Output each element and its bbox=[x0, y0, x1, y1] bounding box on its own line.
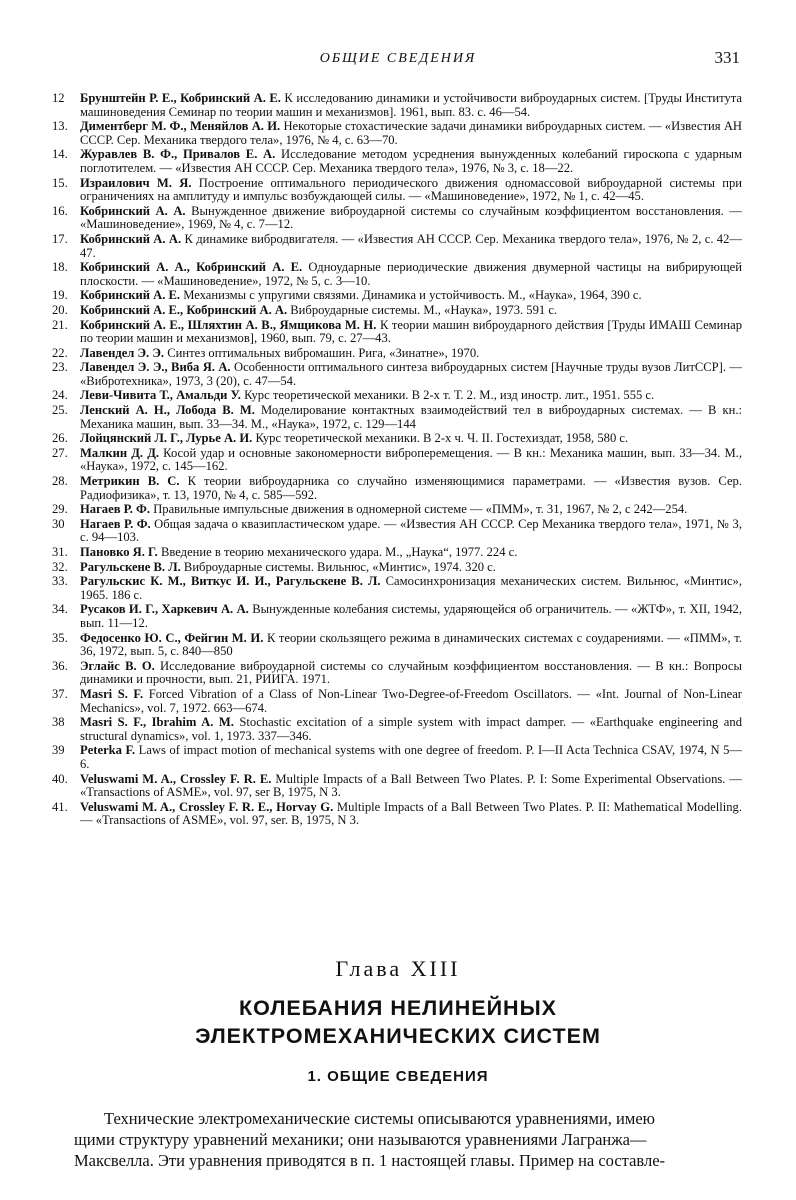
reference-authors: Израилович М. Я. bbox=[80, 175, 192, 190]
reference-authors: Брунштейн Р. Е., Кобринский А. Е. bbox=[80, 91, 281, 105]
reference-authors: Федосенко Ю. С., Фейгин М. И. bbox=[80, 630, 264, 645]
section-heading: 1. ОБЩИЕ СВЕДЕНИЯ bbox=[307, 1068, 489, 1085]
reference-authors: Кобринский А. Е., Кобринский А. А. bbox=[80, 302, 288, 317]
reference-authors: Кобринский А. А. bbox=[80, 203, 186, 218]
reference-number: 12 bbox=[52, 91, 65, 105]
reference-text: Вынужденные колебания системы, ударяющейся об ограничитель. — «ЖТФ», т. XII, 1942, вып. 11—12. bbox=[80, 602, 743, 630]
body-paragraph bbox=[74, 1108, 740, 1171]
reference-item bbox=[52, 688, 742, 715]
reference-number: 32. bbox=[52, 559, 68, 574]
reference-item bbox=[52, 561, 742, 575]
reference-item bbox=[52, 347, 742, 361]
reference-authors: Лавендел Э. Э., Виба Я. А. bbox=[80, 360, 231, 375]
body-line: Максвелла. Эти уравнения приводятся в п. 1 настоящей главы. Пример на составле- bbox=[74, 1151, 666, 1170]
reference-number: 15. bbox=[52, 175, 68, 190]
reference-number: 25. bbox=[52, 403, 68, 418]
reference-text: Multiple Impacts of a Ball Between Two Plates. P. I: Some Experimental Observations. — «Transactions of ASME», vol. 97, ser B, 1975, N 3. bbox=[80, 771, 743, 800]
reference-item bbox=[52, 632, 742, 659]
reference-text: Stochastic excitation of a simple system with impact damper. — «Earthquake engineering and structural dynamics», vol. 1, 1973. 337—346. bbox=[80, 715, 742, 743]
reference-text: Multiple Impacts of a Ball Between Two Plates. P. II: Mathematical Modelling. — «Transactions of ASME», vol. 97, ser. B, 1975, N 3. bbox=[80, 799, 742, 828]
reference-number: 26. bbox=[52, 431, 68, 446]
reference-number: 13. bbox=[52, 119, 68, 134]
reference-authors: Леви-Чивита Т., Амальди У. bbox=[80, 388, 241, 403]
reference-item bbox=[52, 177, 742, 204]
reference-item bbox=[52, 716, 742, 743]
reference-number: 22. bbox=[52, 345, 68, 360]
reference-item bbox=[52, 660, 742, 687]
reference-number: 23. bbox=[52, 360, 68, 375]
reference-item bbox=[52, 389, 742, 403]
reference-item bbox=[52, 546, 742, 560]
reference-text: К теории скользящего режима в динамических системах с соударениями. — «ПММ», т. 36, 1972, вып. 5, с. 840—850 bbox=[80, 630, 742, 659]
reference-text: Forced Vibration of a Class of Non-Linear Two-Degree-of-Freedom Oscillators. — «Int. Journal of Non-Linear Mechanics», vol. 7, 1972. 663—674. bbox=[80, 686, 742, 715]
reference-text: Вынужденное движение виброударной системы со случайным коэффициентом восстановления. — «Машиноведение», 1969, № 4, с. 7—12. bbox=[80, 203, 742, 232]
reference-authors: Диментберг М. Ф., Меняйлов А. И. bbox=[80, 119, 281, 134]
reference-text: Самосинхронизация механических систем. Вильнюс, «Минтис», 1965. 186 с. bbox=[80, 574, 742, 602]
reference-number: 36. bbox=[52, 658, 68, 673]
reference-text: Курс теоретической механики. В 2-х ч. Ч. II. Гостехиздат, 1958, 580 с. bbox=[255, 431, 629, 446]
reference-item bbox=[52, 148, 742, 175]
reference-authors: Русаков И. Г., Харкевич А. А. bbox=[80, 602, 249, 617]
reference-text: Введение в теорию механического удара. М., „Наука“, 1977. 224 с. bbox=[160, 545, 518, 559]
reference-item bbox=[52, 261, 742, 288]
reference-number: 18. bbox=[52, 260, 68, 275]
reference-number: 27. bbox=[52, 445, 68, 460]
reference-number: 31. bbox=[52, 545, 68, 559]
reference-number: 33. bbox=[52, 574, 68, 589]
reference-text: Исследование методом усреднения вынужденных колебаний гироскопа с ударным поглотителем. — «Известия АН СССР. Сер. Механика твердого тела», 1976, № 3, с. 18—22. bbox=[80, 147, 742, 175]
reference-item bbox=[52, 289, 742, 303]
reference-authors: Veluswami M. A., Crossley F. R. E., Horvay G. bbox=[80, 799, 334, 814]
reference-text: К динамике вибродвигателя. — «Известия АН СССР. Сер. Механика твердого тела», 1976, № 2, с. 42—47. bbox=[80, 231, 742, 260]
reference-item bbox=[52, 404, 742, 431]
reference-item bbox=[52, 447, 742, 474]
reference-authors: Masri S. F. bbox=[80, 686, 144, 701]
reference-authors: Кобринский А. Е., Шляхтин А. В., Ямщикова М. Н. bbox=[80, 317, 377, 332]
reference-number: 28. bbox=[52, 474, 68, 489]
reference-text: К исследованию динамики и устойчивости виброударных систем. [Труды Института машиноведения Семинар по теории машин и механизмов]. 1961, вып. 83. с. 46—54. bbox=[80, 91, 742, 119]
reference-authors: Нагаев Р. Ф. bbox=[80, 502, 151, 517]
reference-number: 16. bbox=[52, 203, 68, 218]
chapter-title-line-2: ЭЛЕКТРОМЕХАНИЧЕСКИХ СИСТЕМ bbox=[195, 1024, 601, 1048]
running-head bbox=[0, 48, 796, 70]
reference-number: 34. bbox=[52, 602, 68, 617]
reference-text: Laws of impact motion of mechanical systems with one degree of freedom. P. I—II Acta Technica CSAV, 1974, N 5—6. bbox=[80, 743, 742, 771]
reference-item bbox=[52, 304, 742, 318]
reference-authors: Журавлев В. Ф., Привалов Е. А. bbox=[80, 147, 276, 162]
reference-number: 21. bbox=[52, 317, 68, 332]
reference-authors: Лавендел Э. Э. bbox=[80, 345, 165, 360]
reference-item bbox=[52, 744, 742, 771]
reference-text: Построение оптимального периодического движения одномассовой виброударной системы при ограничениях на амплитуду и импульс возбуждающей силы. — «Машиноведение», 1972, № 1, с. 42—45. bbox=[80, 175, 742, 204]
reference-item bbox=[52, 233, 742, 260]
reference-item bbox=[52, 361, 742, 388]
reference-text: Некоторые стохастические задачи динамики виброударных систем. — «Известия АН СССР. Сер. Механика твердого тела», 1976, № 4, с. 63—70. bbox=[80, 119, 743, 147]
reference-number: 20. bbox=[52, 302, 68, 317]
reference-text: Исследование виброударной системы со случайным коэффициентом восстановления. — В кн.: Вопросы динамики и прочности, вып. 21, РИИГА. 1971. bbox=[80, 658, 742, 687]
reference-text: Косой удар и основные закономерности виброперемещения. — В кн.: Механика машин, вып. 33—34. М., «Наука», 1972, с. 145—162. bbox=[80, 445, 742, 474]
page-number: 331 bbox=[714, 48, 740, 67]
reference-authors: Рагульскис К. М., Виткус И. И., Рагульскене В. Л. bbox=[80, 574, 381, 589]
reference-item bbox=[52, 205, 742, 232]
reference-authors: Peterka F. bbox=[80, 743, 136, 758]
reference-number: 30 bbox=[52, 516, 65, 531]
reference-list bbox=[52, 92, 742, 829]
reference-number: 37. bbox=[52, 686, 68, 701]
chapter-label: Глава XIII bbox=[335, 956, 461, 981]
reference-number: 39 bbox=[52, 743, 65, 758]
reference-text: К теории виброударника со случайно изменяющимися параметрами. — «Известия вузов. Сер. Радиофизика», т. 13, 1970, № 4, с. 585—592. bbox=[80, 474, 742, 502]
reference-item bbox=[52, 603, 742, 630]
reference-item bbox=[52, 120, 742, 147]
reference-item bbox=[52, 92, 742, 119]
reference-item bbox=[52, 475, 742, 502]
reference-text: Моделирование контактных взаимодействий тел в виброударных системах. — В кн.: Механика машин, вып. 33—34. М., «Наука», 1972, с. 129—144 bbox=[80, 403, 743, 431]
body-line: Технические электромеханические системы описываются уравнениями, имею bbox=[104, 1109, 655, 1128]
chapter-title-line-1: КОЛЕБАНИЯ НЕЛИНЕЙНЫХ bbox=[239, 996, 557, 1020]
reference-authors: Рагульскене В. Л. bbox=[80, 559, 181, 574]
reference-text: Особенности оптимального синтеза виброударных систем [Научные труды вузов ЛитССР]. — «Вибротехника», 1973, 3 (20), с. 47—54. bbox=[80, 360, 742, 388]
reference-item bbox=[52, 773, 742, 800]
reference-number: 14. bbox=[52, 147, 68, 162]
reference-item bbox=[52, 801, 742, 828]
reference-authors: Кобринский А. А., Кобринский А. Е. bbox=[80, 260, 303, 275]
reference-text: Синтез оптимальных вибромашин. Рига, «Зинатне», 1970. bbox=[167, 345, 480, 360]
reference-number: 41. bbox=[52, 799, 68, 814]
reference-text: Виброударные системы. Вильнюс, «Минтис», 1974. 320 с. bbox=[183, 559, 496, 574]
running-title: ОБЩИЕ СВЕДЕНИЯ bbox=[319, 51, 477, 66]
reference-text: Общая задача о квазипластическом ударе. — «Известия АН СССР. Сер Механика твердого тела», 1971, № 3, с. 94—103. bbox=[80, 516, 742, 545]
reference-number: 24. bbox=[52, 388, 68, 403]
reference-authors: Masri S. F., Ibrahim A. M. bbox=[80, 715, 234, 730]
reference-authors: Кобринский А. Е. bbox=[80, 288, 181, 303]
reference-authors: Ленский А. Н., Лобода В. М. bbox=[80, 403, 255, 418]
reference-authors: Veluswami M. A., Crossley F. R. E. bbox=[80, 771, 272, 786]
reference-text: Курс теоретической механики. В 2-х т. Т. 2. М., изд иностр. лит., 1951. 555 с. bbox=[244, 388, 655, 403]
reference-number: 17. bbox=[52, 231, 68, 246]
chapter-heading bbox=[0, 956, 796, 1085]
reference-text: К теории машин виброударного действия [Труды ИМАШ Семинар по теории машин и механизмов], 1960, вып. 79, с. 27—43. bbox=[80, 317, 742, 346]
reference-authors: Лойцянский Л. Г., Лурье А. И. bbox=[80, 431, 253, 446]
reference-authors: Нагаев Р. Ф. bbox=[80, 516, 151, 531]
reference-text: Виброударные системы. М., «Наука», 1973. 591 с. bbox=[290, 302, 558, 317]
reference-item bbox=[52, 432, 742, 446]
reference-number: 19. bbox=[52, 288, 68, 303]
reference-item bbox=[52, 319, 742, 346]
reference-item bbox=[52, 518, 742, 545]
reference-authors: Метрикин В. С. bbox=[80, 474, 180, 489]
reference-text: Одноударные периодические движения двумерной частицы на вибрирующей плоскости. — «Машиноведение», 1972, № 5, с. 3—10. bbox=[80, 260, 742, 288]
reference-text: Правильные импульсные движения в одномерной системе — «ПММ», т. 31, 1967, № 2, с 242—254. bbox=[153, 502, 688, 517]
reference-text: Механизмы с упругими связями. Динамика и устойчивость. М., «Наука», 1964, 390 с. bbox=[183, 288, 642, 303]
reference-number: 35. bbox=[52, 630, 68, 645]
reference-number: 40. bbox=[52, 771, 68, 786]
reference-authors: Кобринский А. А. bbox=[80, 231, 182, 246]
reference-item bbox=[52, 575, 742, 602]
reference-number: 38 bbox=[52, 715, 65, 730]
reference-item bbox=[52, 503, 742, 517]
reference-authors: Пановко Я. Г. bbox=[80, 545, 158, 559]
reference-authors: Эглайс В. О. bbox=[80, 658, 155, 673]
body-line: щими структуру уравнений механики; они называются уравнениями Лагранжа— bbox=[74, 1130, 647, 1149]
reference-number: 29. bbox=[52, 502, 68, 517]
reference-authors: Малкин Д. Д. bbox=[80, 445, 160, 460]
